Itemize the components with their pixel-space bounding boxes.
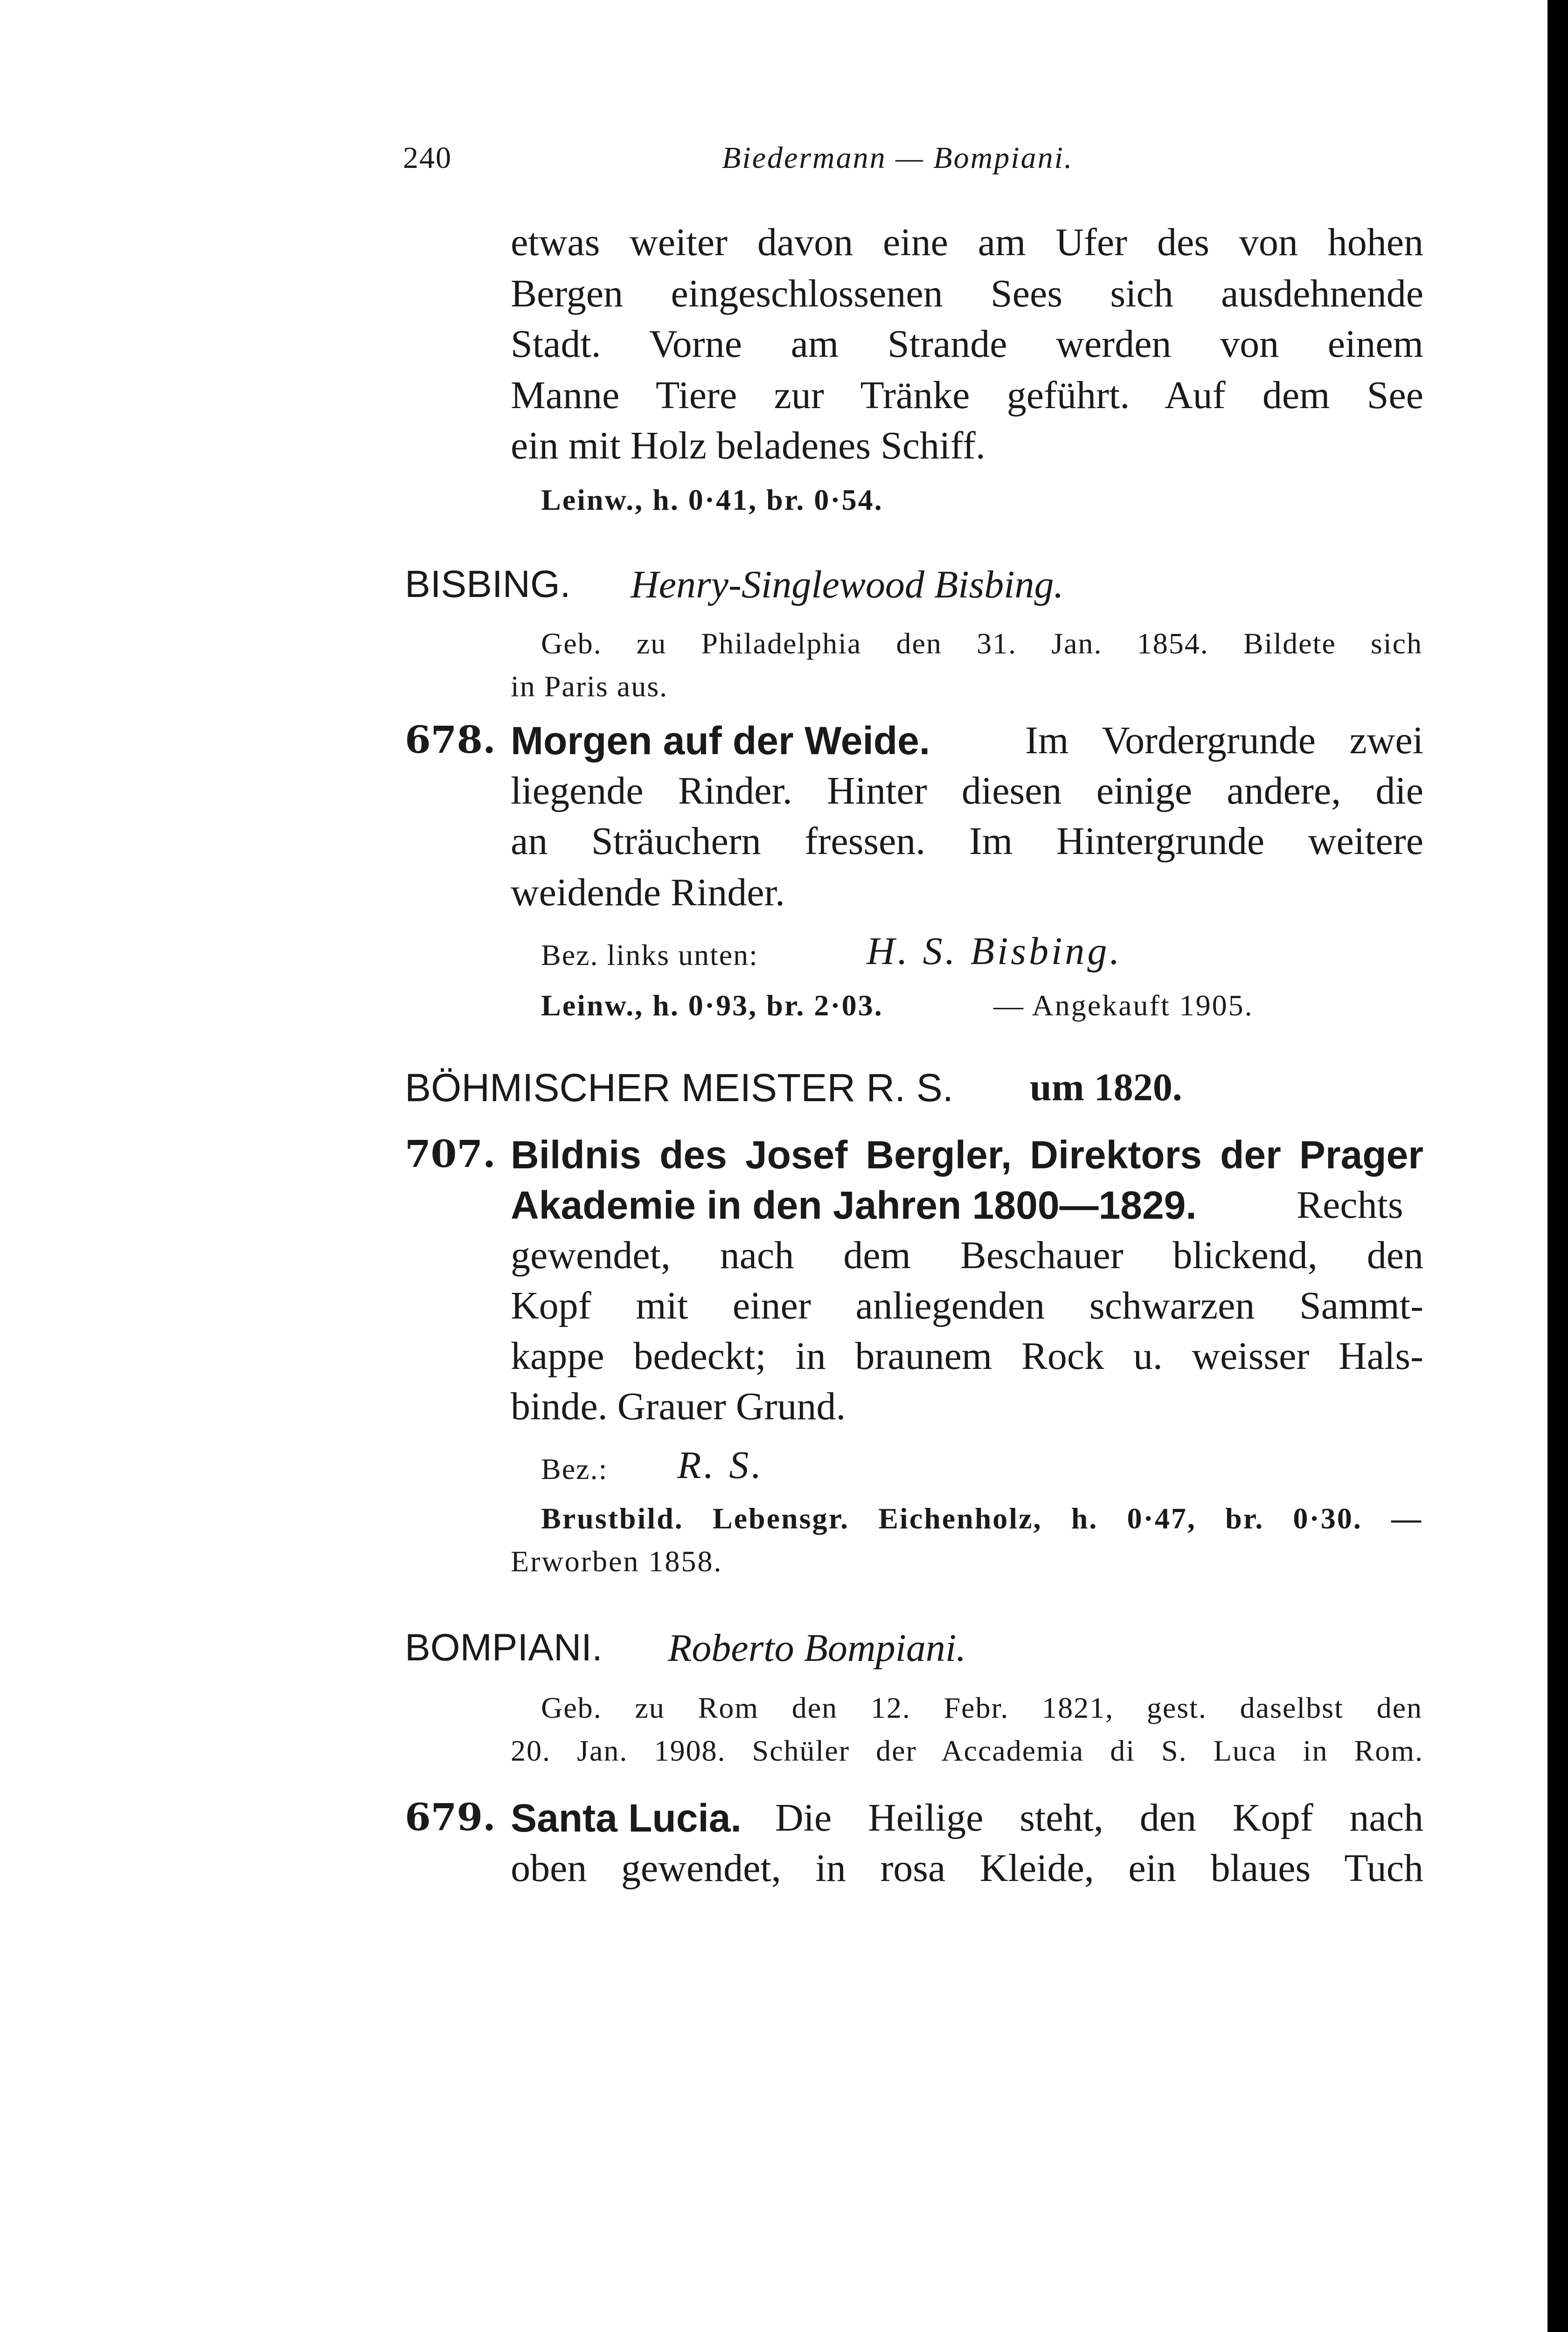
signature-text: H. S. Bisbing.	[867, 930, 1123, 973]
catalogue-number: 679.	[405, 1795, 496, 1839]
catalogue-number: 678.	[405, 718, 496, 762]
artist-bio-line: Geb. zu Philadelphia den 31. Jan. 1854. Bildete sich	[541, 627, 1422, 660]
continuation-line: ein mit Holz beladenes Schiff.	[511, 424, 985, 467]
dimensions-line: Leinw., h. 0·93, br. 2·03.	[541, 989, 883, 1022]
artwork-description-line: binde. Grauer Grund.	[511, 1385, 846, 1428]
artwork-description-line: an Sträuchern fressen. Im Hintergrunde weitere	[511, 819, 1423, 863]
artwork-description-line: liegende Rinder. Hinter diesen einige andere, die	[511, 769, 1423, 812]
page-edge-shadow	[1547, 0, 1568, 2332]
artist-full-name: Roberto Bompiani.	[668, 1626, 966, 1670]
signature-label: Bez.:	[541, 1452, 608, 1485]
continuation-line: Stadt. Vorne am Strande werden von einem	[511, 322, 1423, 366]
artist-bio-line: 20. Jan. 1908. Schüler der Accademia di S. Luca in Rom.	[511, 1734, 1423, 1767]
signature-text: R. S.	[677, 1444, 764, 1487]
artwork-title-line: Akademie in den Jahren 1800—1829.	[511, 1183, 1197, 1227]
dimensions-line: Brustbild. Lebensgr. Eichenholz, h. 0·47, br. 0·30. —	[541, 1502, 1422, 1535]
artwork-description-line: gewendet, nach dem Beschauer blickend, den	[511, 1234, 1423, 1277]
acquisition-note: Erworben 1858.	[511, 1545, 723, 1578]
artwork-description-line: weidende Rinder.	[511, 871, 785, 914]
artist-bio-line: Geb. zu Rom den 12. Febr. 1821, gest. daselbst den	[541, 1691, 1422, 1724]
page-number: 240	[403, 141, 452, 175]
artwork-description-line: Die Heilige steht, den Kopf nach	[775, 1796, 1423, 1839]
artwork-description-line: Kopf mit einer anliegenden schwarzen Sammt-	[511, 1284, 1423, 1327]
artwork-description-line: Rechts	[1297, 1183, 1403, 1227]
artist-full-name: Henry-Singlewood Bisbing.	[631, 563, 1064, 606]
signature-label: Bez. links unten:	[541, 938, 758, 972]
artist-heading-date: um 1820.	[1030, 1066, 1182, 1109]
artist-bio-line: in Paris aus.	[511, 670, 668, 703]
artwork-title: Santa Lucia.	[511, 1796, 742, 1840]
catalogue-number: 707.	[405, 1132, 496, 1176]
artist-heading: BÖHMISCHER MEISTER R. S.	[405, 1066, 954, 1110]
continuation-line: etwas weiter davon eine am Ufer des von hohen	[511, 221, 1423, 264]
artwork-description-line: oben gewendet, in rosa Kleide, ein blaues Tuch	[511, 1846, 1423, 1890]
artwork-description-line: Im Vordergrunde zwei	[1025, 719, 1423, 762]
dimensions-line: Leinw., h. 0·41, br. 0·54.	[541, 483, 883, 516]
acquisition-note: — Angekauft 1905.	[993, 989, 1254, 1022]
artist-name: BISBING.	[405, 563, 571, 605]
artist-name: BOMPIANI.	[405, 1626, 603, 1669]
artwork-title: Morgen auf der Weide.	[511, 719, 930, 763]
continuation-line: Bergen eingeschlossenen Sees sich ausdehnende	[511, 272, 1423, 315]
running-title: Biedermann — Bompiani.	[722, 141, 1074, 175]
continuation-line: Manne Tiere zur Tränke geführt. Auf dem See	[511, 374, 1423, 417]
artwork-title-line: Bildnis des Josef Bergler, Direktors der Prager	[511, 1133, 1423, 1177]
artwork-description-line: kappe bedeckt; in braunem Rock u. weisser Hals-	[511, 1334, 1423, 1378]
